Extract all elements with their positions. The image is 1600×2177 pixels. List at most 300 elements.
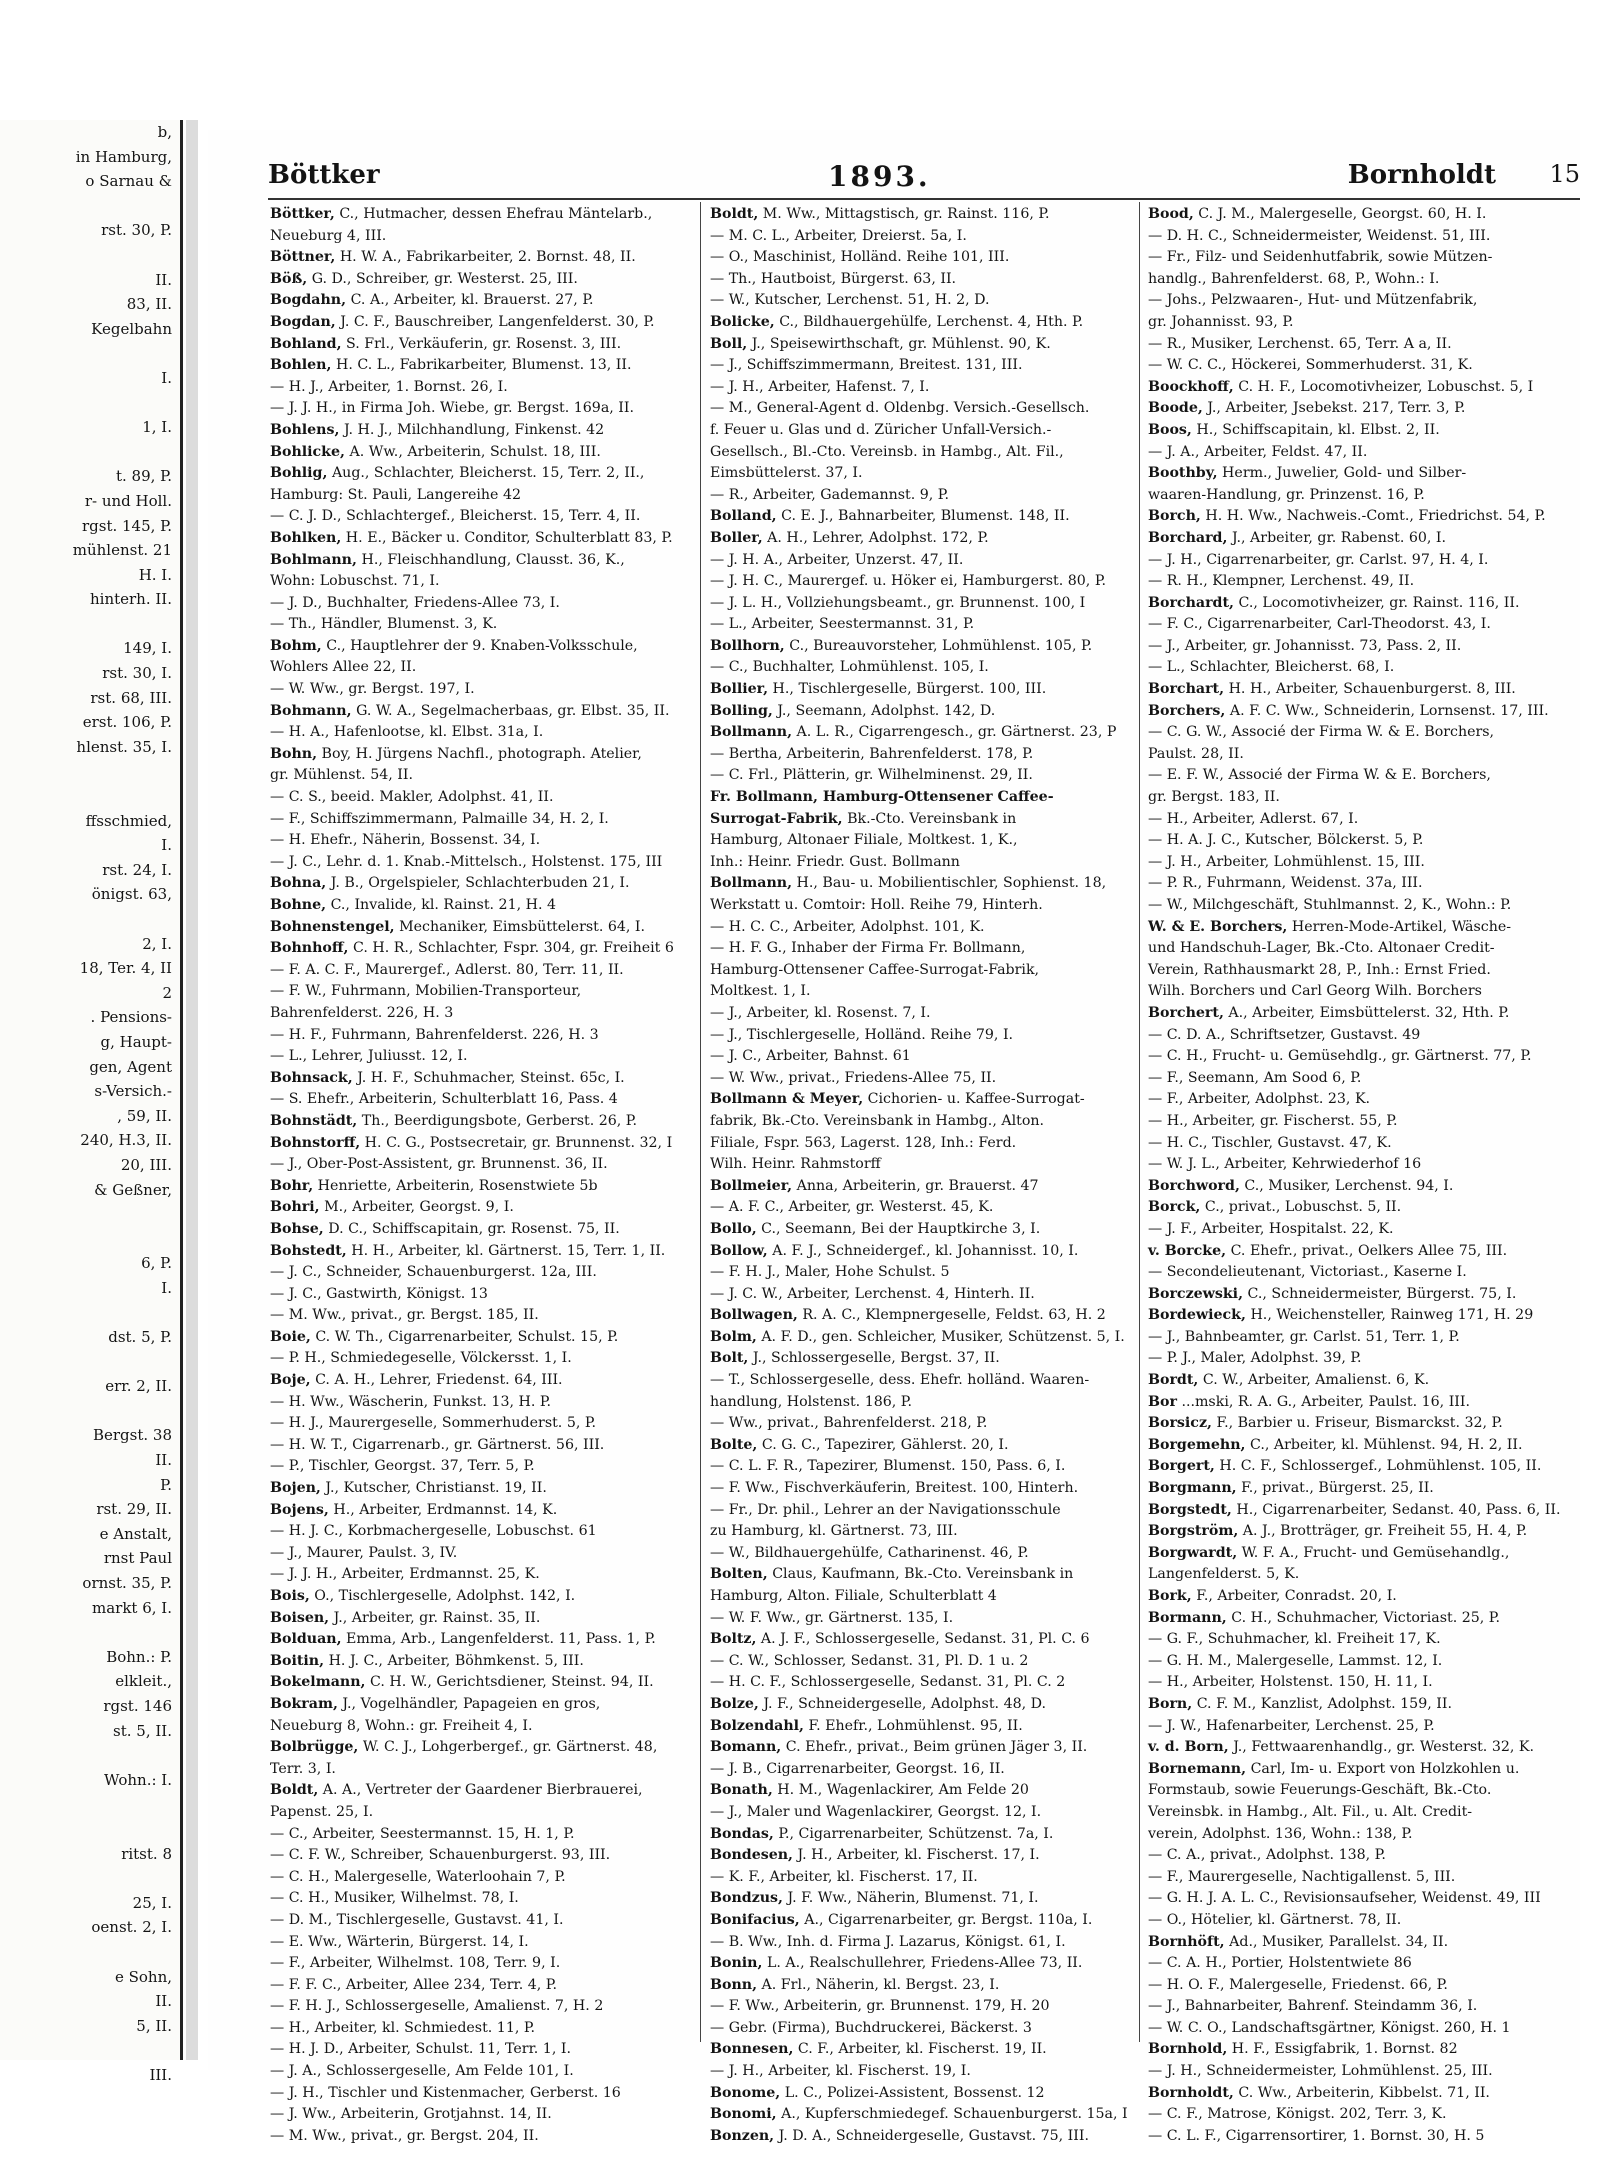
entry-surname: Boisen,: [270, 1609, 330, 1626]
entry-details: Hamburg: St. Pauli, Langereihe 42: [270, 486, 522, 503]
entry-details: zu Hamburg, kl. Gärtnerst. 73, III.: [710, 1523, 958, 1540]
entry-details: — C. L. F., Cigarrensortirer, 1. Bornst. 30, H. 5: [1148, 2127, 1485, 2144]
directory-entry: [1148, 2126, 1578, 2148]
entry-details: J., Schlossergeselle, Bergst. 37, II.: [752, 1350, 1000, 1367]
entry-surname: Böß,: [270, 270, 308, 287]
entry-surname: Boltz,: [710, 1631, 757, 1648]
entry-surname: Bollmeier,: [710, 1177, 793, 1194]
prev-page-line: [0, 1202, 180, 1227]
directory-entry: [270, 895, 690, 917]
directory-entry: [270, 1241, 690, 1263]
directory-entry: [270, 1370, 690, 1392]
directory-entry: [270, 1176, 690, 1198]
directory-entry: [270, 1025, 690, 1047]
entry-details: J., Arbeiter, Jsebekst. 217, Terr. 3, P.: [1207, 400, 1466, 417]
previous-page-fragment: [0, 120, 183, 2084]
directory-entry: [1148, 1413, 1578, 1435]
directory-entry: [710, 960, 1130, 982]
entry-details: handlung, Holstenst. 186, P.: [710, 1393, 912, 1410]
directory-entry: [270, 1802, 690, 1824]
entry-details: Herren-Mode-Artikel, Wäsche-: [1291, 918, 1512, 935]
prev-page-line: g, Haupt-: [100, 1032, 172, 1051]
entry-surname: Borgemehn,: [1148, 1436, 1246, 1453]
prev-page-line: II.: [155, 1992, 172, 2011]
directory-entry: [270, 398, 690, 420]
directory-entry: [1148, 1780, 1578, 1802]
entry-details: H. E., Bäcker u. Conditor, Schulterblatt 83, P.: [345, 529, 673, 546]
entry-details: — J., Tischlergeselle, Holländ. Reihe 79, I.: [710, 1026, 1014, 1043]
directory-entry: [270, 1543, 690, 1565]
directory-entry: [710, 1651, 1130, 1673]
entry-details: — O., Hötelier, kl. Gärtnerst. 78, II.: [1148, 1911, 1402, 1928]
entry-details: H. H., Arbeiter, kl. Gärtnerst. 15, Terr. 1, II.: [351, 1242, 666, 1259]
directory-entry: [710, 442, 1130, 464]
directory-entry: [1148, 1867, 1578, 1889]
directory-entry: [1148, 1953, 1578, 1975]
entry-details: — R. H., Klempner, Lerchenst. 49, II.: [1148, 573, 1415, 590]
directory-entry: [270, 312, 690, 334]
entry-details: A. F. D., gen. Schleicher, Musiker, Schützenst. 5, I.: [761, 1328, 1125, 1345]
entry-surname: Bolzendahl,: [710, 1717, 804, 1734]
entry-details: — G. H. M., Malergeselle, Lammst. 12, I.: [1148, 1652, 1443, 1669]
entry-details: — W. F. Ww., gr. Gärtnerst. 135, I.: [710, 1609, 954, 1626]
entry-surname: Borchart,: [1148, 681, 1225, 698]
directory-entry: [710, 873, 1130, 895]
directory-entry: [710, 1025, 1130, 1047]
directory-page: [208, 130, 1580, 2144]
directory-entry: [710, 2018, 1130, 2040]
directory-entry: [710, 1262, 1130, 1284]
directory-entry: [270, 550, 690, 572]
entry-details: — T., Schlossergeselle, dess. Ehefr. holländ. Waaren-: [710, 1372, 1090, 1389]
entry-details: Wohn: Lobuschst. 71, I.: [270, 573, 440, 590]
directory-entry: [1148, 1910, 1578, 1932]
directory-entry: [1148, 1500, 1578, 1522]
entry-details: J., Kutscher, Christianst. 19, II.: [325, 1480, 547, 1497]
directory-entry: [710, 1500, 1130, 1522]
entry-details: — F. H. J., Schlossergeselle, Amalienst. 7, H. 2: [270, 1998, 604, 2015]
entry-surname: Bojens,: [270, 1501, 329, 1518]
prev-page-line: rgst. 145, P.: [81, 516, 172, 535]
entry-surname: Bornholdt,: [1148, 2084, 1234, 2101]
prev-page-line: H. I.: [138, 565, 172, 584]
entry-details: — J. C., Schneider, Schauenburgerst. 12a, III.: [270, 1264, 597, 1281]
prev-page-line: I.: [161, 836, 172, 855]
directory-entry: [1148, 614, 1578, 636]
entry-details: C., Locomotivheizer, gr. Rainst. 116, II.: [1238, 594, 1520, 611]
entry-details: fabrik, Bk.-Cto. Vereinsbank in Hambg., Alton.: [710, 1112, 1045, 1129]
entry-details: — J. F., Arbeiter, Hospitalst. 22, K.: [1148, 1220, 1394, 1237]
entry-details: J. C. F., Bauschreiber, Langenfelderst. 30, P.: [340, 313, 655, 330]
prev-page-line: rgst. 146: [103, 1697, 172, 1715]
directory-entry: [710, 463, 1130, 485]
entry-surname: Borck,: [1148, 1199, 1201, 1216]
directory-entry: [270, 1608, 690, 1630]
directory-entry: [1148, 1046, 1578, 1068]
directory-entry: [1148, 485, 1578, 507]
directory-entry: [710, 1089, 1130, 1111]
directory-entry: [270, 614, 690, 636]
entry-details: — F. H. J., Maler, Hohe Schulst. 5: [710, 1264, 950, 1281]
directory-entry: [1148, 1025, 1578, 1047]
directory-entry: [270, 1413, 690, 1435]
entry-details: C. Ww., Arbeiterin, Kibbelst. 71, II.: [1238, 2084, 1490, 2101]
entry-surname: Bohstedt,: [270, 1242, 347, 1259]
prev-page-line: b,: [157, 123, 172, 141]
entry-details: J., Arbeiter, gr. Rainst. 35, II.: [333, 1609, 541, 1626]
directory-entry: [1148, 506, 1578, 528]
entry-details: A. F. C. Ww., Schneiderin, Lornsenst. 17, III.: [1229, 702, 1549, 719]
entry-details: C., Bureauvorsteher, Lohmühlenst. 105, P.: [789, 637, 1093, 654]
directory-entry: [710, 917, 1130, 939]
entry-details: f. Feuer u. Glas und d. Züricher Unfall-Versich.-: [710, 421, 1052, 438]
directory-entry: [710, 1111, 1130, 1133]
entry-details: Emma, Arb., Langenfelderst. 11, Pass. 1, P.: [346, 1631, 656, 1648]
directory-entry: [710, 1543, 1130, 1565]
entry-surname: Bohnsack,: [270, 1069, 353, 1086]
prev-page-line: önigst. 63,: [91, 885, 172, 904]
entry-details: Carl, Im- u. Export von Holzkohlen u.: [1250, 1760, 1520, 1777]
entry-details: Wilh. Borchers und Carl Georg Wilh. Borchers: [1148, 983, 1482, 1000]
entry-details: C. H. F., Locomotivheizer, Lobuschst. 5, I: [1238, 378, 1534, 395]
directory-entry: [710, 226, 1130, 248]
page-header: [268, 160, 1580, 196]
entry-details: — J., Ober-Post-Assistent, gr. Brunnenst. 36, II.: [270, 1156, 608, 1173]
entry-details: C., Seemann, Bei der Hauptkirche 3, I.: [761, 1220, 1041, 1237]
directory-entry: [710, 636, 1130, 658]
entry-surname: Bornemann,: [1148, 1760, 1247, 1777]
entry-details: — C. H., Musiker, Wilhelmst. 78, I.: [270, 1890, 519, 1907]
directory-entry: [710, 1435, 1130, 1457]
directory-entry: [1148, 571, 1578, 593]
directory-entry: [1148, 1996, 1578, 2018]
entry-details: — C. D. A., Schriftsetzer, Gustavst. 49: [1148, 1026, 1421, 1043]
directory-entry: [270, 1694, 690, 1716]
directory-entry: [710, 420, 1130, 442]
prev-page-line: [0, 1866, 180, 1891]
entry-surname: Bohnstädt,: [270, 1112, 358, 1129]
directory-entry: [1148, 1932, 1578, 1954]
directory-entry: [1148, 2061, 1578, 2083]
entry-surname: Borgstedt,: [1148, 1501, 1232, 1518]
directory-entry: [1148, 1305, 1578, 1327]
directory-entry: [710, 895, 1130, 917]
entry-surname: Bonin,: [710, 1955, 763, 1972]
directory-entry: [710, 1392, 1130, 1414]
entry-details: — F., Maurergeselle, Nachtigallenst. 5, III.: [1148, 1868, 1456, 1885]
entry-details: — J., Maurer, Paulst. 3, IV.: [270, 1544, 458, 1561]
entry-details: L. A., Realschullehrer, Friedens-Allee 73, II.: [766, 1955, 1083, 1972]
directory-entry: [270, 2083, 690, 2105]
entry-details: — L., Lehrer, Juliusst. 12, I.: [270, 1048, 468, 1065]
directory-entry: [270, 1564, 690, 1586]
entry-details: Bahrenfelderst. 226, H. 3: [270, 1004, 454, 1021]
entry-details: — F., Arbeiter, Adolphst. 23, K.: [1148, 1091, 1371, 1108]
entry-surname: v. d. Born,: [1148, 1739, 1229, 1756]
entry-details: H. C. F., Schlossergef., Lohmühlenst. 105, II.: [1219, 1458, 1542, 1475]
directory-entry: [1148, 852, 1578, 874]
directory-entry: [270, 1284, 690, 1306]
directory-entry: [710, 1348, 1130, 1370]
entry-details: Eimsbüttelerst. 37, I.: [710, 465, 863, 482]
entry-details: J., Vogelhändler, Papageien en gros,: [342, 1695, 601, 1712]
entry-details: H., Schiffscapitain, kl. Elbst. 2, II.: [1196, 421, 1440, 438]
directory-entry: [710, 1154, 1130, 1176]
directory-entry: [270, 226, 690, 248]
entry-details: Moltkest. 1, I.: [710, 983, 811, 1000]
directory-entry: [710, 1845, 1130, 1867]
directory-entry: [710, 1802, 1130, 1824]
directory-entry: [710, 1759, 1130, 1781]
entry-details: — H., Arbeiter, gr. Fischerst. 55, P.: [1148, 1112, 1398, 1129]
prev-page-line: 2: [162, 983, 172, 1002]
directory-entry: [1148, 1629, 1578, 1651]
entry-details: — Secondelieutenant, Victoriast., Kaserne I.: [1148, 1264, 1467, 1281]
directory-entry: [270, 1219, 690, 1241]
entry-details: Mechaniker, Eimsbüttelerst. 64, I.: [399, 918, 646, 935]
entry-details: — J. H., Arbeiter, kl. Fischerst. 19, I.: [710, 2063, 971, 2080]
directory-entry: [1148, 636, 1578, 658]
entry-details: — F. Ww., Arbeiterin, gr. Brunnenst. 179, H. 20: [710, 1998, 1050, 2015]
directory-entry: [270, 1003, 690, 1025]
entry-details: G. D., Schreiber, gr. Westerst. 25, III.: [311, 270, 578, 287]
entry-details: — G. H. J. A. L. C., Revisionsaufseher, Weidenst. 49, III: [1148, 1890, 1541, 1907]
entry-details: C. F. M., Kanzlist, Adolphst. 159, II.: [1196, 1695, 1452, 1712]
entry-surname: Bornhöft,: [1148, 1933, 1225, 1950]
prev-page-line: rst. 29, II.: [96, 1500, 172, 1519]
prev-page-line: 18, Ter. 4, II: [79, 959, 172, 978]
directory-entry: [1148, 2104, 1578, 2126]
entry-details: Bk.-Cto. Vereinsbank in: [847, 810, 1017, 827]
directory-entry: [1148, 1694, 1578, 1716]
entry-surname: Bolduan,: [270, 1631, 342, 1648]
entry-details: — P., Tischler, Georgst. 37, Terr. 5, P.: [270, 1458, 535, 1475]
directory-entry: [270, 2018, 690, 2040]
directory-entry: [1148, 1672, 1578, 1694]
entry-details: C., Bildhauergehülfe, Lerchenst. 4, Hth. P.: [779, 313, 1084, 330]
entry-details: — B. Ww., Inh. d. Firma J. Lazarus, Königst. 61, I.: [710, 1933, 1066, 1950]
directory-entry: [270, 463, 690, 485]
entry-details: — H. J. D., Arbeiter, Schulst. 11, Terr. 1, I.: [270, 2041, 571, 2058]
prev-page-line: hinterh. II.: [89, 590, 172, 609]
directory-entry: [270, 334, 690, 356]
prev-page-line: Wohn.: I.: [103, 1770, 172, 1789]
entry-details: — J., Bahnbeamter, gr. Carlst. 51, Terr. 1, P.: [1148, 1328, 1460, 1345]
directory-entry: [1148, 355, 1578, 377]
directory-entry: [270, 355, 690, 377]
entry-details: — F. F. C., Arbeiter, Allee 234, Terr. 4, P.: [270, 1976, 557, 1993]
entry-details: L. C., Polizei-Assistent, Bossenst. 12: [784, 2084, 1045, 2101]
entry-surname: Bolicke,: [710, 313, 775, 330]
entry-details: — H. F., Fuhrmann, Bahrenfelderst. 226, H. 3: [270, 1026, 599, 1043]
entry-surname: Bolt,: [710, 1350, 749, 1367]
entry-details: gr. Mühlenst. 54, II.: [270, 767, 413, 784]
entry-surname: Bornhold,: [1148, 2041, 1228, 2058]
entry-details: — J. H., Arbeiter, Lohmühlenst. 15, III.: [1148, 853, 1425, 870]
directory-entry: [1148, 917, 1578, 939]
entry-details: — L., Arbeiter, Seestermannst. 31, P.: [710, 616, 975, 633]
directory-entry: [710, 1608, 1130, 1630]
entry-details: Papenst. 25, I.: [270, 1803, 374, 1820]
directory-entry: [1148, 960, 1578, 982]
directory-entry: [1148, 1802, 1578, 1824]
directory-entry: [270, 2061, 690, 2083]
directory-entry: [1148, 809, 1578, 831]
entry-details: C. E. J., Bahnarbeiter, Blumenst. 148, II.: [781, 508, 1070, 525]
prev-page-line: [0, 907, 180, 932]
entry-details: Anna, Arbeiterin, gr. Brauerst. 47: [796, 1177, 1039, 1194]
prev-page-line: mühlenst. 21: [72, 541, 172, 560]
entry-surname: Borch,: [1148, 508, 1201, 525]
entry-details: J. H. F., Schuhmacher, Steinst. 65c, I.: [357, 1069, 625, 1086]
entry-surname: Boje,: [270, 1372, 311, 1389]
directory-entry: [270, 679, 690, 701]
entry-surname: Bordt,: [1148, 1372, 1199, 1389]
entry-details: — J. W., Hafenarbeiter, Lerchenst. 25, P.: [1148, 1717, 1435, 1734]
entry-details: J. F. Ww., Näherin, Blumenst. 71, I.: [787, 1890, 1039, 1907]
directory-entry: [270, 1154, 690, 1176]
directory-entry: [1148, 1003, 1578, 1025]
entry-details: — W. C. C., Höckerei, Sommerhuderst. 31, K.: [1148, 357, 1473, 374]
entry-surname: Borchardt,: [1148, 594, 1234, 611]
prev-page-line: st. 5, II.: [113, 1721, 172, 1740]
prev-page-line: II.: [155, 270, 172, 289]
directory-entry: [270, 1867, 690, 1889]
prev-page-line: [0, 1350, 180, 1375]
entry-details: — O., Maschinist, Holländ. Reihe 101, III.: [710, 249, 1010, 266]
entry-details: H., Bau- u. Mobilientischler, Sophienst. 18,: [796, 875, 1107, 892]
entry-details: H., Tischlergeselle, Bürgerst. 100, III.: [772, 681, 1047, 698]
directory-entry: [1148, 1716, 1578, 1738]
entry-details: — H., Arbeiter, Adlerst. 67, I.: [1148, 810, 1359, 827]
prev-page-line: hlenst. 35, I.: [76, 737, 172, 756]
directory-entry: [270, 1651, 690, 1673]
prev-page-line: 149, I.: [123, 639, 172, 658]
column-1: [270, 204, 690, 2147]
entry-surname: Bohnenstengel,: [270, 918, 395, 935]
entry-details: C., Hutmacher, dessen Ehefrau Mäntelarb.,: [339, 206, 653, 222]
directory-entry: [1148, 1284, 1578, 1306]
entry-details: — Th., Hautboist, Bürgerst. 63, II.: [710, 270, 957, 287]
prev-page-line: III.: [149, 2065, 172, 2084]
directory-entry: [1148, 679, 1578, 701]
entry-details: J., Seemann, Adolphst. 142, D.: [777, 702, 996, 719]
entry-details: — H. Ehefr., Näherin, Bossenst. 34, I.: [270, 832, 541, 849]
entry-surname: Bohland,: [270, 335, 342, 352]
entry-details: — H. Ww., Wäscherin, Funkst. 13, H. P.: [270, 1393, 552, 1410]
entry-details: Hamburg-Ottensener Caffee-Surrogat-Fabrik,: [710, 961, 1040, 978]
entry-surname: Bohnhoff,: [270, 940, 349, 957]
entry-details: Werkstatt u. Comtoir: Holl. Reihe 79, Hinterh.: [710, 897, 1043, 913]
entry-surname: Bollow,: [710, 1242, 768, 1259]
directory-entry: [270, 960, 690, 982]
prev-page-line: [0, 391, 180, 416]
prev-page-line: I.: [161, 368, 172, 387]
entry-details: — J., Maler und Wagenlackirer, Georgst. 12, I.: [710, 1803, 1042, 1820]
directory-entry: [1148, 528, 1578, 550]
entry-details: — F., Arbeiter, Wilhelmst. 108, Terr. 9, I.: [270, 1955, 561, 1972]
entry-surname: Bogdan,: [270, 313, 336, 330]
entry-surname: Bollmann,: [710, 875, 793, 892]
entry-surname: Bondzus,: [710, 1890, 783, 1907]
entry-details: — H. J., Arbeiter, 1. Bornst. 26, I.: [270, 378, 508, 395]
entry-details: Verein, Rathhausmarkt 28, P., Inh.: Ernst Fried.: [1148, 961, 1491, 978]
entry-details: R. A. C., Klempnergeselle, Feldst. 63, H. 2: [802, 1307, 1106, 1324]
entry-details: — R., Musiker, Lerchenst. 65, Terr. A a, II.: [1148, 335, 1452, 352]
entry-details: — Fr., Dr. phil., Lehrer an der Navigationsschule: [710, 1501, 1061, 1518]
directory-entry: [710, 701, 1130, 723]
entry-details: — E. Ww., Wärterin, Bürgerst. 14, I.: [270, 1933, 529, 1950]
entry-details: — J., Arbeiter, gr. Johannisst. 73, Pass. 2, II.: [1148, 637, 1462, 654]
directory-entry: [710, 1888, 1130, 1910]
entry-details: — D. M., Tischlergeselle, Gustavst. 41, I.: [270, 1911, 564, 1928]
entry-surname: Borchers,: [1148, 702, 1226, 719]
directory-entry: [1148, 312, 1578, 334]
prev-page-line: [0, 194, 180, 219]
directory-entry: [270, 981, 690, 1003]
entry-details: — F. W., Fuhrmann, Mobilien-Transporteur,: [270, 983, 582, 1000]
prev-page-line: 20, III.: [120, 1155, 172, 1174]
entry-details: — S. Ehefr., Arbeiterin, Schulterblatt 16, Pass. 4: [270, 1091, 618, 1108]
column-rule: [700, 202, 701, 2042]
entry-details: — J., Arbeiter, kl. Rosenst. 7, I.: [710, 1004, 931, 1021]
entry-details: — M. C. L., Arbeiter, Dreierst. 5a, I.: [710, 227, 967, 244]
directory-entry: [710, 1737, 1130, 1759]
directory-entry: [710, 1780, 1130, 1802]
entry-details: — F. Ww., Fischverkäuferin, Breitest. 100, Hinterh.: [710, 1480, 1079, 1497]
entry-details: C., Invalide, kl. Rainst. 21, H. 4: [330, 897, 557, 913]
directory-entry: [270, 830, 690, 852]
directory-entry: [270, 1672, 690, 1694]
entry-surname: Boller,: [710, 529, 763, 546]
entry-details: C., Schneidermeister, Bürgerst. 75, I.: [1247, 1285, 1517, 1302]
prev-page-line: 25, I.: [132, 1893, 172, 1912]
prev-page-line: erst. 106, P.: [82, 713, 172, 732]
directory-entry: [1148, 701, 1578, 723]
entry-details: waaren-Handlung, gr. Prinzenst. 16, P.: [1148, 486, 1425, 503]
entry-surname: Bollhorn,: [710, 637, 785, 654]
directory-entry: [710, 377, 1130, 399]
directory-entry: [710, 334, 1130, 356]
directory-entry: [1148, 247, 1578, 269]
entry-surname: Bolze,: [710, 1695, 759, 1712]
directory-entry: [1148, 334, 1578, 356]
entry-details: Langenfelderst. 5, K.: [1148, 1566, 1300, 1583]
entry-surname: Bohna,: [270, 875, 327, 892]
entry-details: — J. H., Arbeiter, Hafenst. 7, I.: [710, 378, 930, 395]
entry-details: — Gebr. (Firma), Buchdruckerei, Bäckerst. 3: [710, 2019, 1032, 2036]
directory-entry: [270, 765, 690, 787]
entry-surname: Boll,: [710, 335, 748, 352]
prev-page-line: 1, I.: [142, 418, 172, 437]
directory-entry: [270, 744, 690, 766]
directory-entry: [270, 2039, 690, 2061]
directory-entry: [1148, 1241, 1578, 1263]
directory-entry: [270, 1953, 690, 1975]
entry-details: Terr. 3, I.: [270, 1760, 336, 1777]
entry-surname: Borsicz,: [1148, 1415, 1212, 1432]
entry-surname: Boie,: [270, 1328, 311, 1345]
prev-page-line: [0, 612, 180, 637]
entry-details: C. A., Arbeiter, kl. Brauerst. 27, P.: [350, 292, 594, 309]
directory-entry: [710, 1068, 1130, 1090]
directory-entry: [710, 528, 1130, 550]
entry-details: Gesellsch., Bl.-Cto. Vereinsb. in Hambg., Alt. Fil.,: [710, 443, 1064, 460]
entry-surname: Bohlen,: [270, 357, 332, 374]
directory-entry: [1148, 2039, 1578, 2061]
entry-surname: Born,: [1148, 1695, 1193, 1712]
entry-details: F., Barbier u. Friseur, Bismarckst. 32, P.: [1216, 1415, 1503, 1432]
